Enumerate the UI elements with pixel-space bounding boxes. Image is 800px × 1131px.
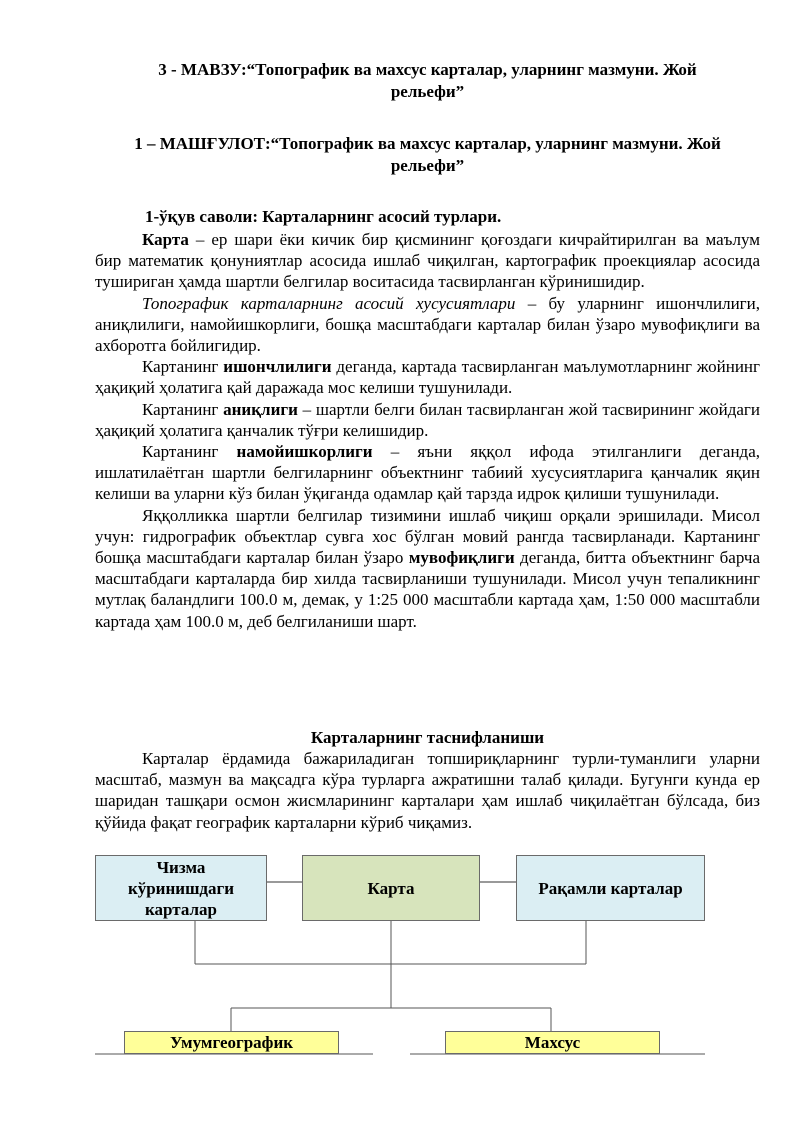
- text-run: деганда, битта объектнинг барча масштабдаги карталарда бир хилда тасвирланиши тушунилади. Мисол учун тепаликнинг мутлақ баландлиги 100.0 м, демак, у 1:25 000 масштабли картада ҳам, 1:50 000 масштабли картада ҳам 100.0 м, деб белгиланиши шарт.: [95, 548, 760, 631]
- paragraph: [95, 441, 760, 505]
- subheading-wrap: [95, 727, 760, 748]
- text-run: Яққолликка шартли белгилар тизимини ишлаб чиқиш орқали эришилади. Мисол учун: гидрографик объектлар сувга хос бўлган мовий рангда тасвирланади. Картанинг бошқа масштабдаги карталар билан ўзаро: [95, 505, 760, 568]
- bold-term: мувофиқлиги: [408, 548, 515, 568]
- text-run: – ер шари ёки кичик бир қисмининг қоғоздаги кичрайтирилган ва маълум бир математик қонуниятлар асосида ишлаб чиқилган, картографик проекциялар асосида тушириган ҳамда шартли белгилар воситасида тасвирланган кўринишидир.: [95, 230, 760, 292]
- bold-term: ишончлилиги: [223, 357, 332, 377]
- paragraph: Карталар ёрдамида бажариладиган топшириқларнинг турли-туманлиги уларни масштаб, мазмун ва мақсадга кўра турларга ажратишни талаб қилади. Бугунги кунда ер шаридан ташқари осмон жисмларининг карталари ҳам ишлаб чиқилаётган бўлсада, биз қўйида фақат географик карталарни кўриб чиқамиз.: [95, 749, 760, 832]
- text-run: – шартли белги билан тасвирланган жой тасвирининг жойдаги ҳақиқий ҳолатига қанчалик тўғри келишидир.: [95, 399, 760, 440]
- bold-term: Карта: [142, 230, 189, 249]
- lesson-title-line-1: 1 – МАШҒУЛОТ:“Топографик ва махсус карталар, уларнинг мазмуни. Жой: [134, 134, 721, 153]
- diagram-box-general-geographic: Умумгеографик: [124, 1031, 339, 1054]
- paragraph: [95, 399, 760, 441]
- question-heading: 1-ўқув саволи: Карталарнинг асосий турлари.: [145, 207, 502, 226]
- text-run: Картанинг: [142, 399, 224, 419]
- topic-title-line-1: 3 - МАВЗУ:“Топографик ва махсус карталар, уларнинг мазмуни. Жой: [158, 60, 697, 79]
- paragraph: [95, 293, 760, 357]
- diagram-box-printed-maps: [95, 855, 267, 921]
- box-label-line: карталар: [145, 899, 217, 919]
- lesson-title-line-2: рельефи”: [390, 156, 465, 175]
- section-subheading: Карталарнинг таснифланиши: [310, 728, 545, 747]
- topic-title: [95, 59, 760, 103]
- classification-section: [95, 748, 760, 833]
- topic-title-line-2: рельефи”: [390, 82, 465, 101]
- diagram-box-map: Карта: [302, 855, 480, 921]
- box-label-line: кўринишдаги: [127, 878, 235, 898]
- diagram-box-special: Махсус: [445, 1031, 660, 1054]
- lesson-title: [95, 133, 760, 177]
- italic-term: Топографик карталарнинг асосий хусусиятлари: [142, 293, 516, 313]
- paragraph: [95, 505, 760, 632]
- bold-term: аниқлиги: [223, 399, 298, 419]
- text-run: Картанинг: [142, 357, 224, 377]
- text-run: – яъни яққол ифода этилганлиги деганда, ишлатилаётган шартли белгиларнинг объектнинг табиий хусусиятларига қанчалик яқин келиши ва уларни кўз билан ўқиганда одамлар қай тарзда идрок қилиши тушунилади.: [95, 442, 760, 504]
- diagram-box-digital-maps: Рақамли карталар: [516, 855, 705, 921]
- paragraph: [95, 229, 760, 293]
- text-run: – бу уларнинг ишончлилиги, аниқлилиги, намойишкорлиги, бошқа масштабдаги карталар билан ўзаро мувофиқлиги ва ахборотга бойлигидир.: [95, 293, 760, 356]
- box-label-line: Чизма: [156, 857, 206, 877]
- text-run: Картанинг: [142, 442, 237, 462]
- body-text: [95, 229, 760, 632]
- paragraph: [95, 356, 760, 398]
- text-run: деганда, картада тасвирланган маълумотларнинг жойнинг ҳақиқий ҳолатига қай даражада мос келиши тушунилади.: [95, 357, 760, 398]
- bold-term: намойишкорлиги: [236, 442, 373, 462]
